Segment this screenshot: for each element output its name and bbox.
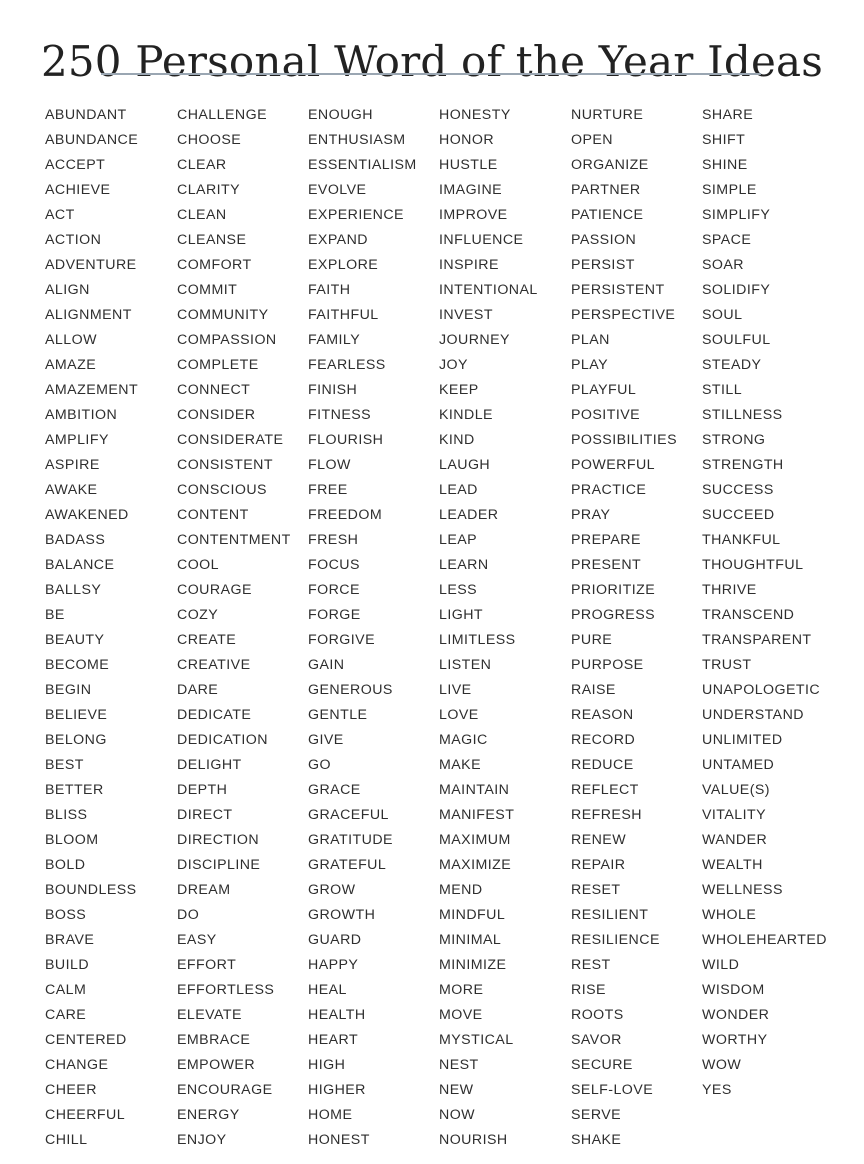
word-item: SUCCEED [702,507,775,523]
word-item: DIRECT [177,807,233,823]
word-item: DARE [177,682,219,698]
word-item: BALANCE [45,557,115,573]
word-item: EFFORT [177,957,237,973]
word-item: BOSS [45,907,87,923]
word-item: CONSCIOUS [177,482,267,498]
word-item: LAUGH [439,457,491,473]
word-item: CONSIDERATE [177,432,284,448]
word-item: KIND [439,432,475,448]
word-item: PERSIST [571,257,635,273]
word-item: INFLUENCE [439,232,524,248]
word-item: BLOOM [45,832,99,848]
word-item: SERVE [571,1107,622,1123]
word-item: COMMIT [177,282,238,298]
word-item: IMPROVE [439,207,508,223]
word-item: CLEANSE [177,232,247,248]
word-item: COMPASSION [177,332,277,348]
word-item: ORGANIZE [571,157,649,173]
word-item: MEND [439,882,483,898]
word-item: ABUNDANCE [45,132,139,148]
word-item: SHINE [702,157,748,173]
word-item: ACTION [45,232,102,248]
word-item: AWAKENED [45,507,129,523]
word-item: LOVE [439,707,479,723]
word-item: AMAZE [45,357,97,373]
word-item: NOURISH [439,1132,508,1148]
word-item: LEAP [439,532,478,548]
word-item: POWERFUL [571,457,656,473]
word-item: CHALLENGE [177,107,267,123]
word-item: ACT [45,207,75,223]
word-item: ESSENTIALISM [308,157,417,173]
word-item: ENOUGH [308,107,373,123]
word-item: SUCCESS [702,482,774,498]
word-item: STILL [702,382,743,398]
word-item: UNLIMITED [702,732,783,748]
word-item: THANKFUL [702,532,781,548]
word-item: ABUNDANT [45,107,127,123]
word-item: BOLD [45,857,86,873]
word-item: CLARITY [177,182,241,198]
word-item: ALIGN [45,282,90,298]
word-item: LIGHT [439,607,484,623]
word-item: GROW [308,882,356,898]
word-item: HEALTH [308,1007,366,1023]
word-item: COMMUNITY [177,307,269,323]
word-item: MINIMIZE [439,957,507,973]
word-item: COOL [177,557,220,573]
word-item: BELIEVE [45,707,108,723]
word-item: REFLECT [571,782,639,798]
word-item: NEST [439,1057,479,1073]
word-item: PLAYFUL [571,382,637,398]
word-item: FORGIVE [308,632,376,648]
word-item: PATIENCE [571,207,644,223]
word-item: GRACE [308,782,361,798]
word-item: MANIFEST [439,807,515,823]
word-item: BEGIN [45,682,92,698]
word-item: HOME [308,1107,353,1123]
word-item: SOAR [702,257,745,273]
word-item: ROOTS [571,1007,624,1023]
word-item: WOW [702,1057,742,1073]
word-item: DREAM [177,882,231,898]
word-item: BOUNDLESS [45,882,137,898]
word-item: REST [571,957,611,973]
word-item: KINDLE [439,407,493,423]
word-item: ENJOY [177,1132,227,1148]
word-item: BEST [45,757,84,773]
word-item: UNTAMED [702,757,775,773]
word-item: AMBITION [45,407,118,423]
word-item: GROWTH [308,907,376,923]
word-item: ACHIEVE [45,182,111,198]
word-item: BADASS [45,532,106,548]
word-item: COZY [177,607,219,623]
word-item: REFRESH [571,807,642,823]
word-item: FREE [308,482,348,498]
word-column-6 [702,103,827,1103]
word-item: RECORD [571,732,636,748]
word-item: RESET [571,882,621,898]
word-item: RAISE [571,682,616,698]
word-item: PRAY [571,507,611,523]
word-item: WHOLEHEARTED [702,932,827,948]
word-item: TRUST [702,657,752,673]
word-item: LIVE [439,682,472,698]
word-item: GENEROUS [308,682,393,698]
word-item: CALM [45,982,87,998]
word-item: PASSION [571,232,637,248]
word-item: GUARD [308,932,362,948]
word-item: DISCIPLINE [177,857,261,873]
word-item: ACCEPT [45,157,106,173]
word-item: HONESTY [439,107,511,123]
word-item: GENTLE [308,707,368,723]
word-item: CHILL [45,1132,88,1148]
word-item: JOURNEY [439,332,510,348]
word-item: EXPLORE [308,257,379,273]
word-item: GIVE [308,732,344,748]
word-column-4 [439,103,538,1153]
word-item: POSITIVE [571,407,641,423]
word-item: SHAKE [571,1132,622,1148]
word-item: PERSISTENT [571,282,665,298]
word-item: EFFORTLESS [177,982,275,998]
word-item: HUSTLE [439,157,498,173]
word-item: FEARLESS [308,357,386,373]
word-item: BALLSY [45,582,102,598]
word-item: WORTHY [702,1032,768,1048]
word-item: YES [702,1082,732,1098]
word-item: NURTURE [571,107,644,123]
word-item: PREPARE [571,532,641,548]
word-item: POSSIBILITIES [571,432,677,448]
word-item: FORCE [308,582,360,598]
word-item: SELF-LOVE [571,1082,654,1098]
word-item: ASPIRE [45,457,100,473]
word-item: LEARN [439,557,489,573]
word-item: WILD [702,957,740,973]
word-item: AWAKE [45,482,98,498]
word-item: BETTER [45,782,104,798]
word-item: FAMILY [308,332,361,348]
word-item: SOUL [702,307,743,323]
word-item: REDUCE [571,757,634,773]
word-item: VALUE(S) [702,782,770,798]
word-item: STEADY [702,357,762,373]
word-item: HIGHER [308,1082,366,1098]
word-item: STRONG [702,432,766,448]
word-item: CONTENT [177,507,249,523]
word-item: SIMPLIFY [702,207,771,223]
word-item: EASY [177,932,217,948]
word-item: FAITH [308,282,351,298]
word-item: EVOLVE [308,182,367,198]
word-item: CHEER [45,1082,97,1098]
word-item: SIMPLE [702,182,757,198]
word-item: CHOOSE [177,132,242,148]
word-column-5 [571,103,677,1153]
word-item: DEPTH [177,782,228,798]
word-item: WONDER [702,1007,770,1023]
word-item: KEEP [439,382,479,398]
word-item: CLEAN [177,207,227,223]
word-item: MINDFUL [439,907,506,923]
word-item: FAITHFUL [308,307,379,323]
word-item: NOW [439,1107,476,1123]
word-item: CLEAR [177,157,227,173]
word-item: AMPLIFY [45,432,109,448]
word-item: FLOURISH [308,432,384,448]
word-item: FOCUS [308,557,360,573]
word-item: PRACTICE [571,482,647,498]
word-item: PERSPECTIVE [571,307,676,323]
word-item: FLOW [308,457,351,473]
word-item: DEDICATE [177,707,252,723]
word-item: TRANSCEND [702,607,795,623]
word-item: THOUGHTFUL [702,557,804,573]
word-item: PURE [571,632,613,648]
word-item: FREEDOM [308,507,383,523]
word-item: COURAGE [177,582,252,598]
word-item: ADVENTURE [45,257,137,273]
word-item: MORE [439,982,484,998]
word-item: COMPLETE [177,357,259,373]
word-item: THRIVE [702,582,757,598]
word-item: SOULFUL [702,332,771,348]
word-item: REPAIR [571,857,626,873]
word-item: EMBRACE [177,1032,251,1048]
word-item: DELIGHT [177,757,242,773]
word-item: WISDOM [702,982,765,998]
word-item: LESS [439,582,478,598]
word-item: HEART [308,1032,359,1048]
word-item: CONSISTENT [177,457,273,473]
word-item: RENEW [571,832,627,848]
word-item: EXPERIENCE [308,207,404,223]
word-item: ALIGNMENT [45,307,132,323]
word-item: REASON [571,707,634,723]
word-item: LISTEN [439,657,492,673]
word-item: FORGE [308,607,361,623]
word-item: PROGRESS [571,607,656,623]
word-item: FRESH [308,532,359,548]
word-item: CONTENTMENT [177,532,291,548]
word-item: SPACE [702,232,752,248]
word-item: ENERGY [177,1107,240,1123]
word-item: SAVOR [571,1032,622,1048]
word-item: CENTERED [45,1032,127,1048]
word-item: JOY [439,357,468,373]
word-item: FITNESS [308,407,372,423]
word-item: RISE [571,982,606,998]
word-item: COMFORT [177,257,252,273]
word-item: EMPOWER [177,1057,256,1073]
word-item: ELEVATE [177,1007,242,1023]
word-item: BRAVE [45,932,95,948]
page-title: 250 Personal Word of the Year Ideas [40,37,824,87]
word-item: BLISS [45,807,88,823]
word-item: MAXIMUM [439,832,511,848]
word-item: SECURE [571,1057,633,1073]
word-item: CONSIDER [177,407,256,423]
word-item: SHARE [702,107,754,123]
word-item: GO [308,757,331,773]
word-item: BEAUTY [45,632,105,648]
word-item: AMAZEMENT [45,382,139,398]
title-divider [101,73,761,75]
word-item: ENCOURAGE [177,1082,273,1098]
word-item: INSPIRE [439,257,499,273]
word-item: GRATITUDE [308,832,393,848]
word-item: CHEERFUL [45,1107,126,1123]
word-item: PARTNER [571,182,641,198]
word-item: INVEST [439,307,493,323]
word-item: PRESENT [571,557,642,573]
word-item: SHIFT [702,132,746,148]
word-item: MAINTAIN [439,782,510,798]
word-item: IMAGINE [439,182,503,198]
word-item: NEW [439,1082,474,1098]
word-item: PLAY [571,357,609,373]
word-item: HIGH [308,1057,346,1073]
word-item: EXPAND [308,232,368,248]
word-item: UNAPOLOGETIC [702,682,821,698]
word-item: CREATIVE [177,657,251,673]
word-item: CONNECT [177,382,251,398]
word-item: BUILD [45,957,90,973]
word-item: WEALTH [702,857,763,873]
word-item: MAGIC [439,732,488,748]
word-item: VITALITY [702,807,767,823]
word-item: FINISH [308,382,358,398]
word-item: DEDICATION [177,732,268,748]
word-item: INTENTIONAL [439,282,538,298]
word-column-2 [177,103,291,1153]
word-item: MYSTICAL [439,1032,514,1048]
word-item: DO [177,907,200,923]
word-item: ALLOW [45,332,97,348]
word-item: DIRECTION [177,832,260,848]
word-item: CARE [45,1007,87,1023]
word-item: HONEST [308,1132,370,1148]
word-item: PURPOSE [571,657,644,673]
word-item: MINIMAL [439,932,502,948]
word-item: PLAN [571,332,610,348]
word-column-1 [45,103,138,1153]
word-item: RESILIENCE [571,932,660,948]
word-item: HEAL [308,982,347,998]
word-item: LEADER [439,507,499,523]
word-item: WELLNESS [702,882,783,898]
word-item: LIMITLESS [439,632,516,648]
word-item: GRATEFUL [308,857,387,873]
word-item: MAXIMIZE [439,857,512,873]
word-item: BE [45,607,65,623]
word-item: SOLIDIFY [702,282,771,298]
word-item: BECOME [45,657,110,673]
word-item: CHANGE [45,1057,109,1073]
word-item: MAKE [439,757,482,773]
word-column-3 [308,103,417,1153]
word-item: GRACEFUL [308,807,389,823]
word-item: RESILIENT [571,907,649,923]
word-item: LEAD [439,482,478,498]
word-item: WANDER [702,832,768,848]
word-item: UNDERSTAND [702,707,804,723]
word-item: BELONG [45,732,107,748]
word-item: WHOLE [702,907,757,923]
word-item: STRENGTH [702,457,784,473]
word-item: GAIN [308,657,345,673]
word-item: STILLNESS [702,407,783,423]
word-item: PRIORITIZE [571,582,656,598]
word-item: ENTHUSIASM [308,132,406,148]
word-item: OPEN [571,132,614,148]
word-item: MOVE [439,1007,483,1023]
word-item: HONOR [439,132,495,148]
word-item: HAPPY [308,957,359,973]
word-item: CREATE [177,632,237,648]
word-item: TRANSPARENT [702,632,812,648]
